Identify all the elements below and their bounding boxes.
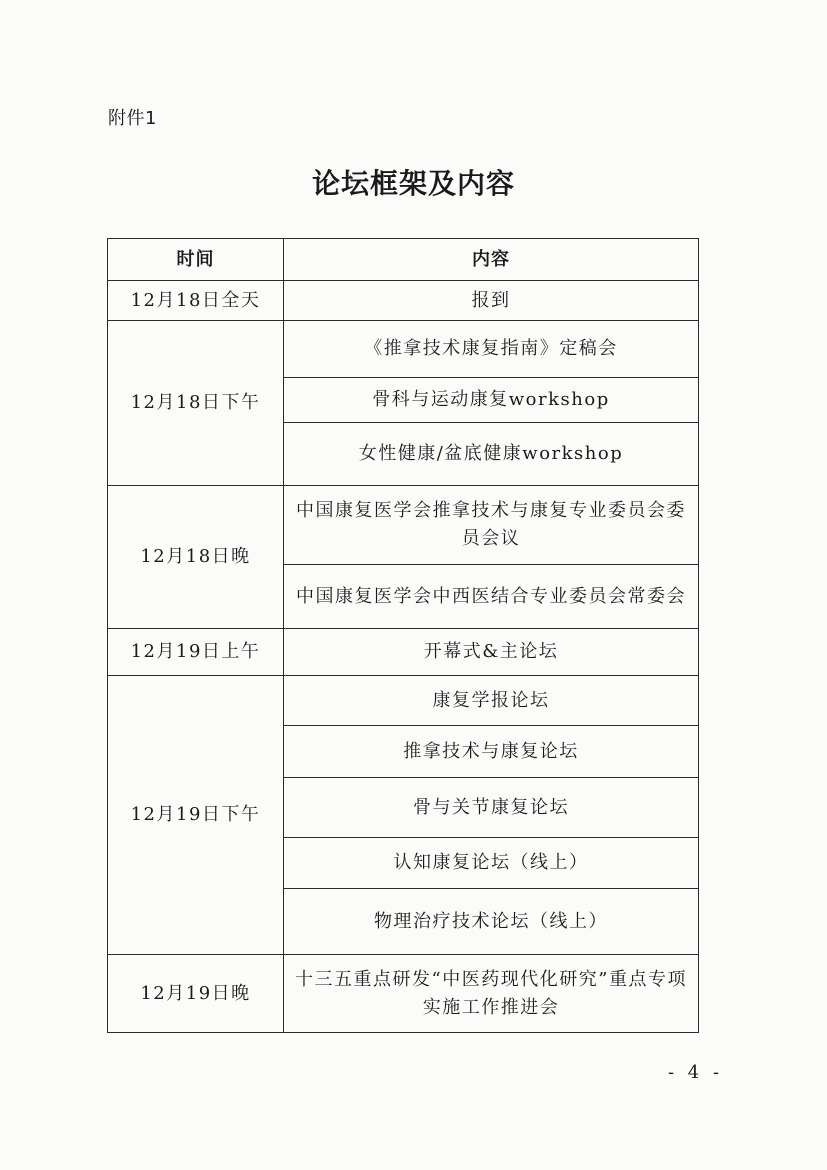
table-row xyxy=(108,955,699,1033)
content-cell: 康复学报论坛 xyxy=(284,676,699,726)
content-cell: 女性健康/盆底健康workshop xyxy=(284,423,699,486)
header-content: 内容 xyxy=(284,239,699,281)
time-cell: 12月18日晚 xyxy=(108,486,284,629)
page-title: 论坛框架及内容 xyxy=(311,167,515,200)
content-cell: 骨科与运动康复workshop xyxy=(284,378,699,423)
attachment-label: 附件1 xyxy=(108,108,157,129)
content-cell: 骨与关节康复论坛 xyxy=(284,778,699,838)
content-cell: 十三五重点研发“中医药现代化研究”重点专项实施工作推进会 xyxy=(284,955,699,1033)
content-cell: 开幕式&主论坛 xyxy=(284,629,699,676)
table-row xyxy=(108,321,699,378)
table-row xyxy=(108,281,699,321)
table-row xyxy=(108,629,699,676)
table-row xyxy=(108,486,699,565)
content-cell: 物理治疗技术论坛（线上） xyxy=(284,889,699,955)
content-cell: 中国康复医学会中西医结合专业委员会常委会 xyxy=(284,565,699,629)
page-number: - 4 - xyxy=(668,1062,724,1083)
content-cell: 报到 xyxy=(284,281,699,321)
schedule-table xyxy=(107,238,699,1033)
time-cell: 12月18日全天 xyxy=(108,281,284,321)
time-cell: 12月19日上午 xyxy=(108,629,284,676)
time-cell: 12月18日下午 xyxy=(108,321,284,486)
time-cell: 12月19日下午 xyxy=(108,676,284,955)
content-cell: 认知康复论坛（线上） xyxy=(284,838,699,889)
time-cell: 12月19日晚 xyxy=(108,955,284,1033)
table-row xyxy=(108,676,699,726)
header-time: 时间 xyxy=(108,239,284,281)
table-header-row xyxy=(108,239,699,281)
content-cell: 中国康复医学会推拿技术与康复专业委员会委员会议 xyxy=(284,486,699,565)
content-cell: 推拿技术与康复论坛 xyxy=(284,726,699,778)
content-cell: 《推拿技术康复指南》定稿会 xyxy=(284,321,699,378)
